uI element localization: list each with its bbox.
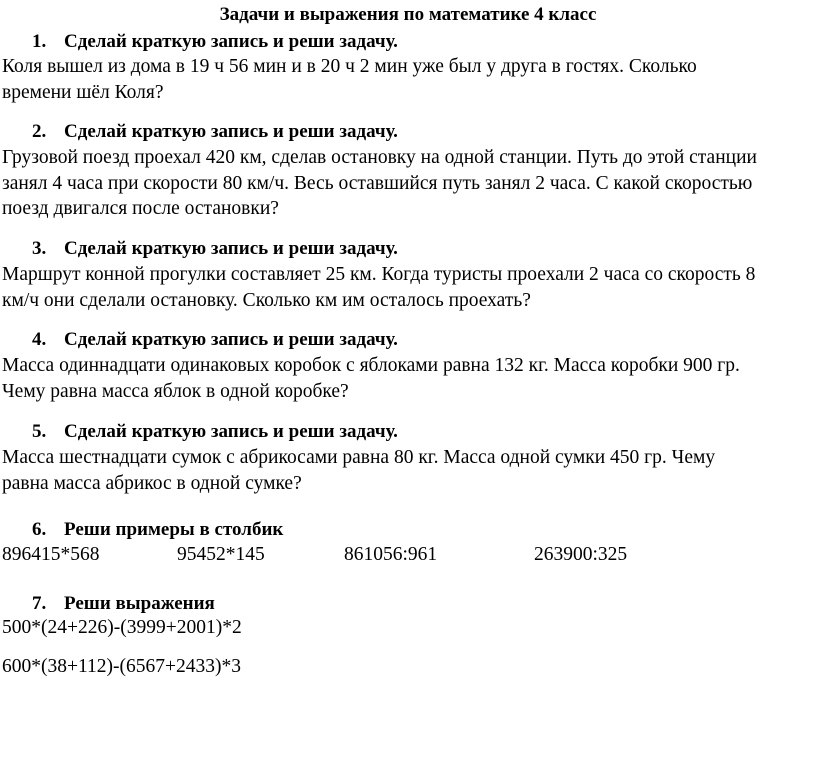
column-example-1: 896415*568 xyxy=(2,544,100,565)
section-7-heading xyxy=(32,592,215,616)
expression-1: 500*(24+226)-(3999+2001)*2 xyxy=(2,617,242,638)
task-3-number: 3. xyxy=(32,238,47,259)
task-1-heading-text: Сделай краткую запись и реши задачу. xyxy=(64,31,398,52)
task-5-line-2: равна масса абрикос в одной сумке? xyxy=(2,473,302,494)
task-1-number: 1. xyxy=(32,31,47,52)
task-5-line-1: Масса шестнадцати сумок с абрикосами равна 80 кг. Масса одной сумки 450 гр. Чему xyxy=(2,447,716,468)
expression-2: 600*(38+112)-(6567+2433)*3 xyxy=(2,656,241,677)
column-example-3: 861056:961 xyxy=(344,544,438,565)
section-6-number: 6. xyxy=(32,519,47,540)
task-3-line-1: Маршрут конной прогулки составляет 25 км. Когда туристы проехали 2 часа со скорость 8 xyxy=(2,264,756,285)
task-2-heading xyxy=(32,120,398,144)
task-3-heading xyxy=(32,237,398,261)
section-7-number: 7. xyxy=(32,593,47,614)
task-4-line-1: Масса одиннадцати одинаковых коробок с яблоками равна 132 кг. Масса коробки 900 гр. xyxy=(2,355,740,376)
task-3-heading-text: Сделай краткую запись и реши задачу. xyxy=(64,238,398,259)
task-4-number: 4. xyxy=(32,329,47,350)
section-6-heading-text: Реши примеры в столбик xyxy=(64,519,284,540)
task-2-line-2: занял 4 часа при скорости 80 км/ч. Весь оставшийся путь занял 2 часа. С какой скоростью xyxy=(2,173,753,194)
task-5-heading-text: Сделай краткую запись и реши задачу. xyxy=(64,421,398,442)
task-2-heading-text: Сделай краткую запись и реши задачу. xyxy=(64,121,398,142)
task-5-number: 5. xyxy=(32,421,47,442)
task-1-line-1: Коля вышел из дома в 19 ч 56 мин и в 20 ч 2 мин уже был у друга в гостях. Сколько xyxy=(2,56,697,77)
task-3-line-2: км/ч они сделали остановку. Сколько км им осталось проехать? xyxy=(2,290,531,311)
section-7-heading-text: Реши выражения xyxy=(64,593,215,614)
task-2-line-1: Грузовой поезд проехал 420 км, сделав остановку на одной станции. Путь до этой станции xyxy=(2,147,757,168)
section-6-heading xyxy=(32,518,283,542)
task-4-heading-text: Сделай краткую запись и реши задачу. xyxy=(64,329,398,350)
task-1-heading xyxy=(32,30,398,54)
task-4-line-2: Чему равна масса яблок в одной коробке? xyxy=(2,381,349,402)
column-example-2: 95452*145 xyxy=(177,544,265,565)
task-1-line-2: времени шёл Коля? xyxy=(2,82,164,103)
task-4-heading xyxy=(32,328,398,352)
page-title: Задачи и выражения по математике 4 класс xyxy=(219,4,597,25)
task-2-number: 2. xyxy=(32,121,47,142)
column-example-4: 263900:325 xyxy=(534,544,628,565)
task-2-line-3: поезд двигался после остановки? xyxy=(2,198,279,219)
task-5-heading xyxy=(32,420,398,444)
